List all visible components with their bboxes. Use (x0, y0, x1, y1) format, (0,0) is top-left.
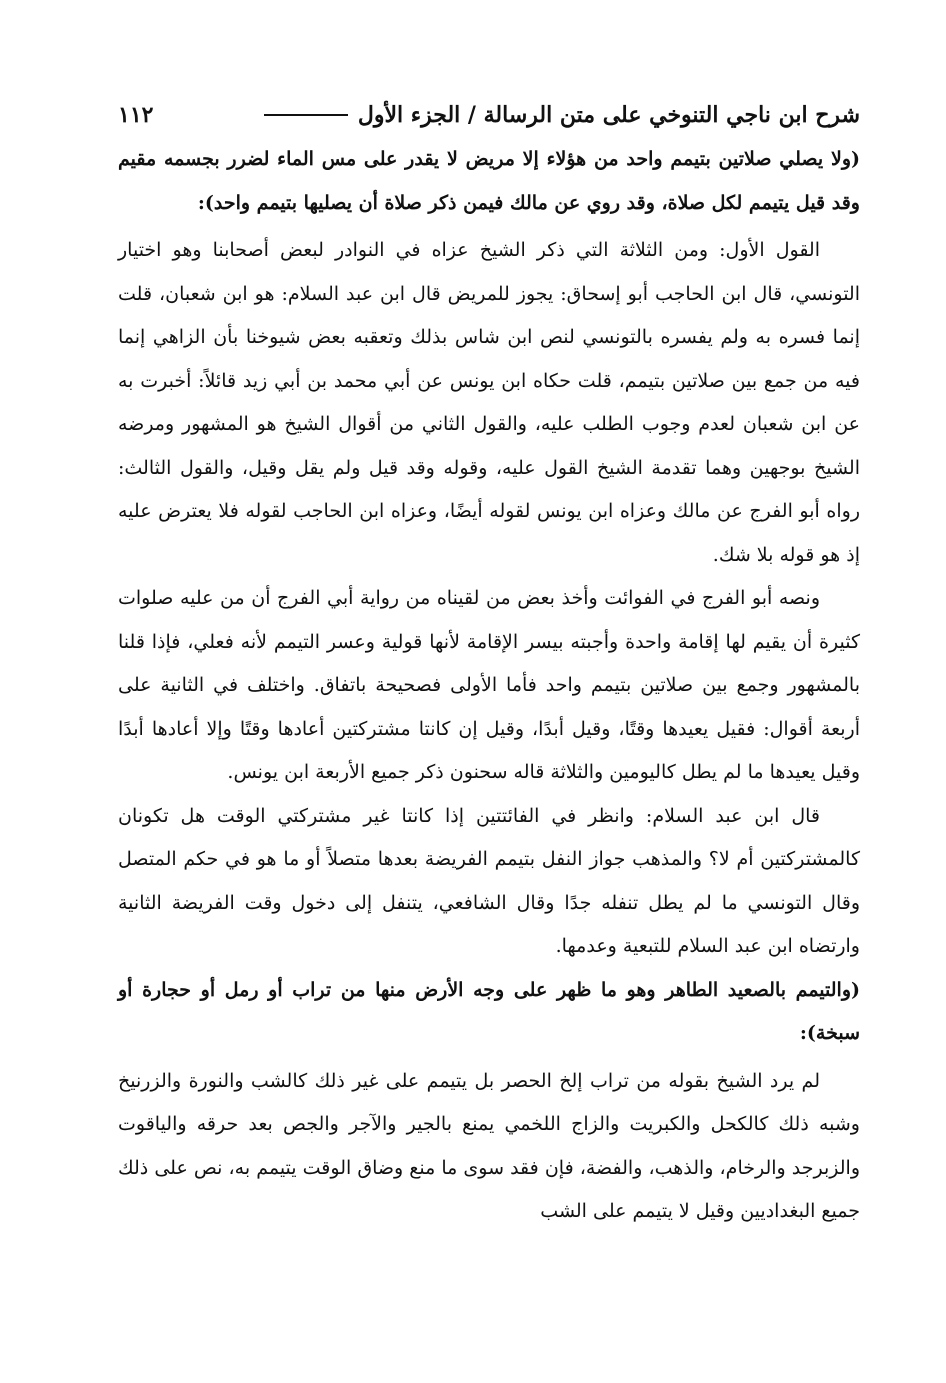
matn-paragraph: (والتيمم بالصعيد الطاهر وهو ما ظهر على وجه الأرض منها من تراب أو رمل أو حجارة أو سبخة): (118, 978, 860, 1044)
running-header (118, 92, 860, 138)
sharh-paragraph: قال ابن عبد السلام: وانظر في الفائتتين إذا كانتا غير مشتركتي الوقت هل تكونان كالمشتركتين أم لا؟ والمذهب جواز النفل بتيمم الفريضة بعدها متصلاً أو ما هو في حكم المتصل وقال التونسي ما لم يطل تنفله جدًا وقال الشافعي، يتنفل إلى دخول وقت الفريضة الثانية وارتضاه ابن عبد السلام للتبعية وعدمها. (118, 804, 860, 957)
header-rule (264, 114, 348, 116)
page-number: ١١٢ (118, 102, 154, 128)
sharh-paragraph: لم يرد الشيخ بقوله من تراب إلخ الحصر بل يتيمم على غير ذلك كالشب والنورة والزرنيخ وشبه ذلك كالكحل والكبريت والزاج اللخمي يمنع بالجير والآجر والجص بعد حرقه والياقوت والزبرجد والرخام، والذهب، والفضة، فإن فقد سوى ما منع وضاق الوقت يتيمم به، نص على ذلك جميع البغداديين وقيل لا يتيمم على الشب (118, 1069, 860, 1222)
running-title: شرح ابن ناجي التنوخي على متن الرسالة / الجزء الأول (357, 102, 860, 128)
matn-paragraph: (ولا يصلي صلاتين بتيمم واحد من هؤلاء إلا مريض لا يقدر على مس الماء لضرر بجسمه مقيم وقد قيل يتيمم لكل صلاة، وقد روي عن مالك فيمن ذكر صلاة أن يصليها بتيمم واحد): (118, 148, 860, 214)
book-page (118, 92, 860, 1234)
sharh-paragraph: القول الأول: ومن الثلاثة التي ذكر الشيخ عزاه في النوادر لبعض أصحابنا وهو اختيار التونسي، قال ابن الحاجب أبو إسحاق: يجوز للمريض قال ابن عبد السلام: هو ابن شعبان، قلت إنما فسره به ولم يفسره بالتونسي لنص ابن شاس بذلك وتعقبه بعض شيوخنا بأن الزاهي إنما فيه من جمع بين صلاتين بتيمم، قلت حكاه ابن يونس عن أبي محمد بن أبي زيد قائلاً: أخبرت به عن ابن شعبان لعدم وجوب الطلب عليه، والقول الثاني من أقوال الشيخ هو المشهور ومرضه الشيخ بوجهين وهما تقدمة الشيخ القول عليه، وقوله وقد قيل ولم يقل وقيل، والقول الثالث: رواه أبو الفرج عن مالك وعزاه ابن يونس لقوله أيضًا، وعزاه ابن الحاجب لقوله فلا يعترض عليه إذ هو قوله بلا شك. (118, 239, 860, 566)
sharh-paragraph: ونصه أبو الفرج في الفوائت وأخذ بعض من لقيناه من رواية أبي الفرج أن من عليه صلوات كثيرة أن يقيم لها إقامة واحدة وأجبته بيسر الإقامة لأنها قولية وعسر التيمم لأنه فعلي، فإذا قلنا بالمشهور وجمع بين صلاتين بتيمم واحد فأما الأولى فصحيحة باتفاق. واختلف في الثانية على أربعة أقوال: فقيل يعيدها وقتًا، وقيل أبدًا، وقيل إن كانتا مشتركتين أعادها وقتًا وإلا أعادها أبدًا وقيل يعيدها ما لم يطل كاليومين والثلاثة قاله سحنون ذكر جميع الأربعة ابن يونس. (118, 587, 860, 783)
